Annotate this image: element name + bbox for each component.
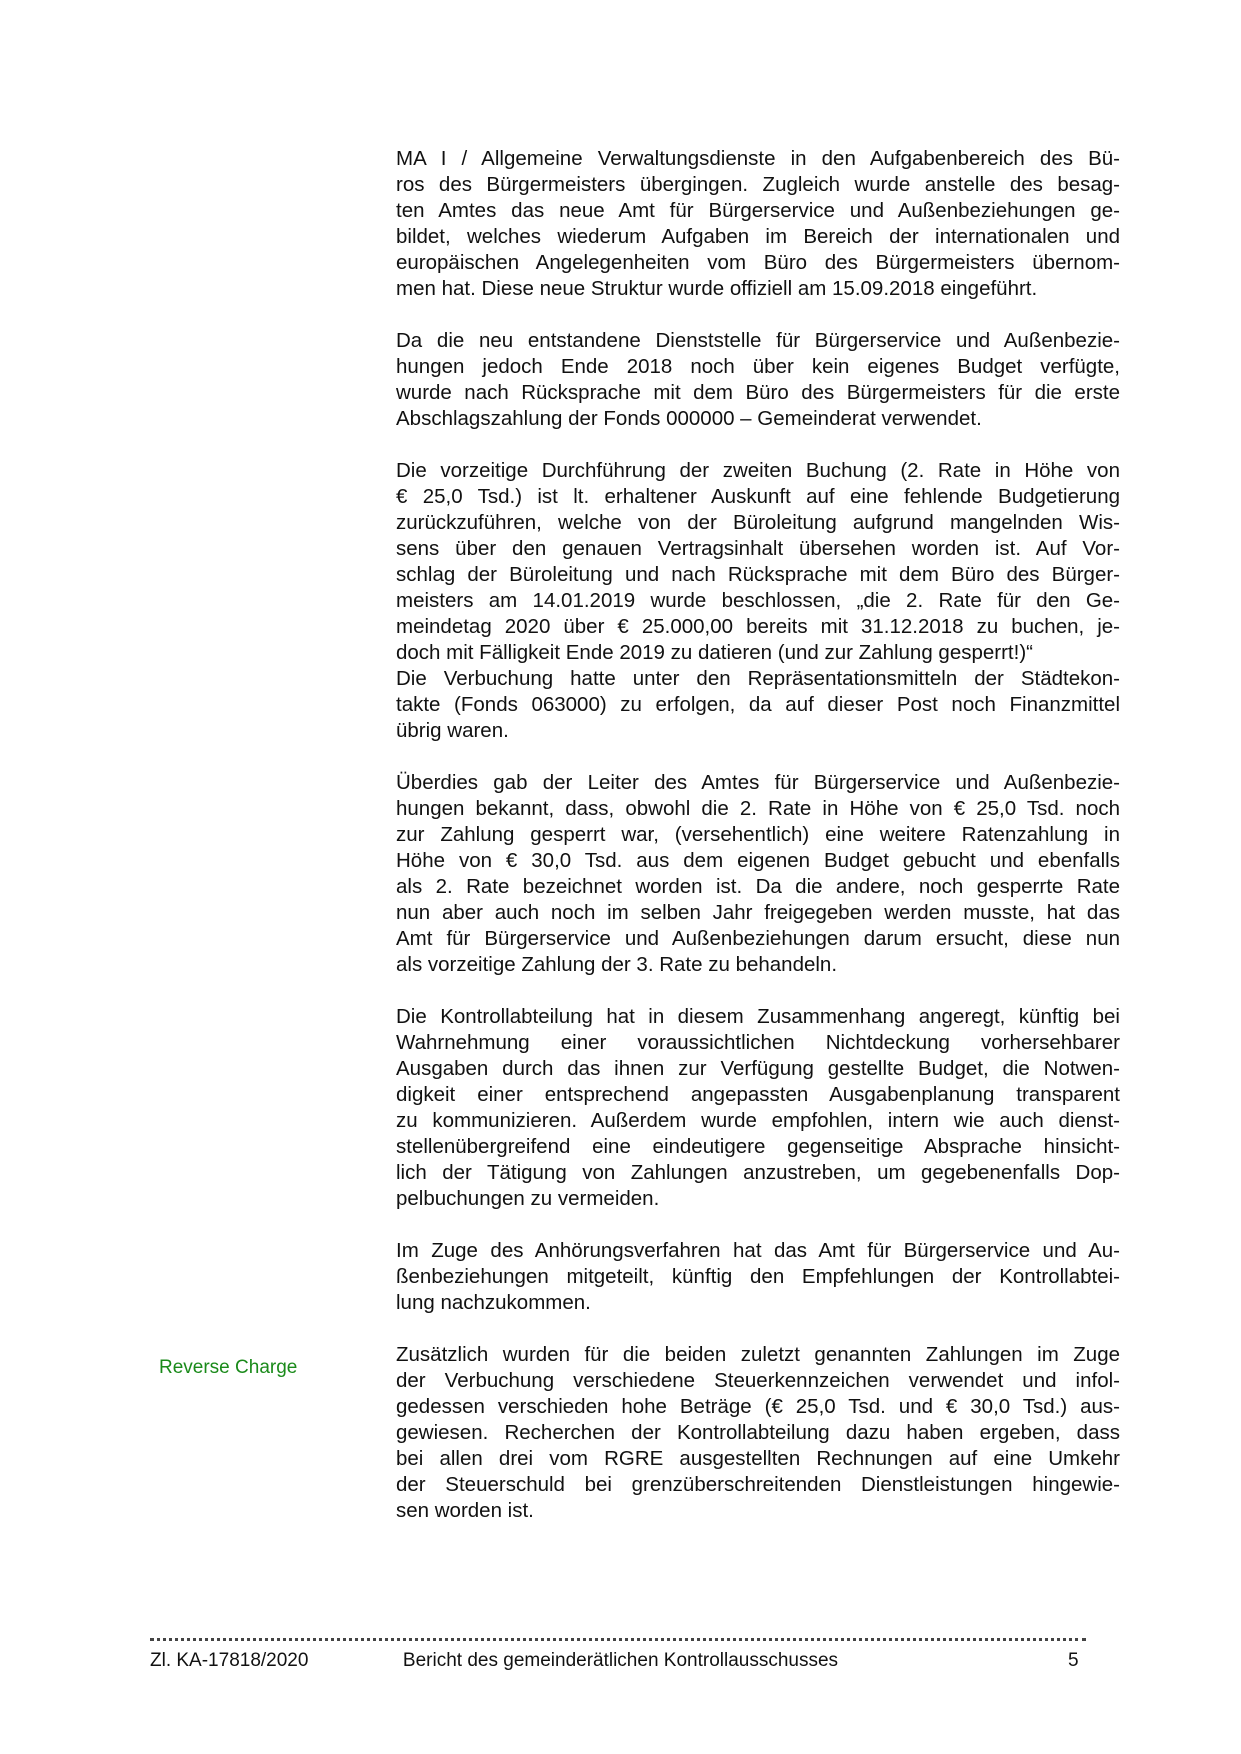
text-line: digkeit einer entsprechend angepassten Ausgabenplanung transparent	[396, 1083, 1120, 1106]
text-line: takte (Fonds 063000) zu erfolgen, da auf dieser Post noch Finanzmittel	[396, 693, 1120, 716]
text-line: bei allen drei vom RGRE ausgestellten Rechnungen auf eine Umkehr	[396, 1447, 1120, 1470]
paragraph	[396, 1342, 1120, 1524]
text-line: Wahrnehmung einer voraussichtlichen Nichtdeckung vorhersehbarer	[396, 1031, 1120, 1054]
text-line: europäischen Angelegenheiten vom Büro des Bürgermeisters übernom-	[396, 251, 1120, 274]
text-line: stellenübergreifend eine eindeutigere gegenseitige Absprache hinsicht-	[396, 1135, 1120, 1158]
text-line: € 25,0 Tsd.) ist lt. erhaltener Auskunft auf eine fehlende Budgetierung	[396, 485, 1120, 508]
text-line: Die Verbuchung hatte unter den Repräsentationsmitteln der Städtekon-	[396, 667, 1120, 690]
text-line: doch mit Fälligkeit Ende 2019 zu datieren (und zur Zahlung gesperrt!)“	[396, 641, 1033, 664]
text-line: Ausgaben durch das ihnen zur Verfügung gestellte Budget, die Notwen-	[396, 1057, 1120, 1080]
text-line: Höhe von € 30,0 Tsd. aus dem eigenen Budget gebucht und ebenfalls	[396, 849, 1120, 872]
text-line: zurückzuführen, welche von der Büroleitung aufgrund mangelnden Wis-	[396, 511, 1120, 534]
text-line: Überdies gab der Leiter des Amtes für Bürgerservice und Außenbezie-	[396, 771, 1120, 794]
text-line: pelbuchungen zu vermeiden.	[396, 1187, 660, 1210]
page-number: 5	[1068, 1650, 1079, 1671]
text-line: Da die neu entstandene Dienststelle für Bürgerservice und Außenbezie-	[396, 329, 1120, 352]
text-line: Amt für Bürgerservice und Außenbeziehungen darum ersucht, diese nun	[396, 927, 1120, 950]
text-line: Die vorzeitige Durchführung der zweiten Buchung (2. Rate in Höhe von	[396, 459, 1120, 482]
paragraph	[396, 458, 1120, 744]
footer-reference: Zl. KA-17818/2020	[150, 1650, 309, 1671]
text-line: hungen bekannt, dass, obwohl die 2. Rate in Höhe von € 25,0 Tsd. noch	[396, 797, 1120, 820]
text-line: Die Kontrollabteilung hat in diesem Zusammenhang angeregt, künftig bei	[396, 1005, 1120, 1028]
text-line: übrig waren.	[396, 719, 509, 742]
text-line: bildet, welches wiederum Aufgaben im Bereich der internationalen und	[396, 225, 1120, 248]
text-line: ßenbeziehungen mitgeteilt, künftig den Empfehlungen der Kontrollabtei-	[396, 1265, 1120, 1288]
text-line: sen worden ist.	[396, 1499, 534, 1522]
paragraph	[396, 1004, 1120, 1212]
text-line: lich der Tätigung von Zahlungen anzustreben, um gegebenenfalls Dop-	[396, 1161, 1120, 1184]
text-line: Zusätzlich wurden für die beiden zuletzt genannten Zahlungen im Zuge	[396, 1343, 1120, 1366]
margin-note-reverse-charge: Reverse Charge	[159, 1357, 298, 1378]
text-line: der Verbuchung verschiedene Steuerkennzeichen verwendet und infol-	[396, 1369, 1120, 1392]
paragraph	[396, 1238, 1120, 1316]
text-line: meisters am 14.01.2019 wurde beschlossen, „die 2. Rate für den Ge-	[396, 589, 1120, 612]
text-line: sens über den genauen Vertragsinhalt übersehen worden ist. Auf Vor-	[396, 537, 1120, 560]
text-line: schlag der Büroleitung und nach Rücksprache mit dem Büro des Bürger-	[396, 563, 1120, 586]
body-text	[396, 146, 1120, 1550]
text-line: als 2. Rate bezeichnet worden ist. Da die andere, noch gesperrte Rate	[396, 875, 1120, 898]
text-line: wurde nach Rücksprache mit dem Büro des Bürgermeisters für die erste	[396, 381, 1120, 404]
text-line: zur Zahlung gesperrt war, (versehentlich) eine weitere Ratenzahlung in	[396, 823, 1120, 846]
text-line: men hat. Diese neue Struktur wurde offiziell am 15.09.2018 eingeführt.	[396, 277, 1038, 300]
footer-title: Bericht des gemeinderätlichen Kontrollausschusses	[402, 1650, 839, 1671]
text-line: als vorzeitige Zahlung der 3. Rate zu behandeln.	[396, 953, 838, 976]
text-line: Im Zuge des Anhörungsverfahren hat das Amt für Bürgerservice und Au-	[396, 1239, 1120, 1262]
text-line: meindetag 2020 über € 25.000,00 bereits mit 31.12.2018 zu buchen, je-	[396, 615, 1120, 638]
text-line: der Steuerschuld bei grenzüberschreitenden Dienstleistungen hingewie-	[396, 1473, 1120, 1496]
text-line: ten Amtes das neue Amt für Bürgerservice und Außenbeziehungen ge-	[396, 199, 1120, 222]
text-line: ros des Bürgermeisters übergingen. Zugleich wurde anstelle des besag-	[396, 173, 1120, 196]
text-line: nun aber auch noch im selben Jahr freigegeben werden musste, hat das	[396, 901, 1120, 924]
text-line: Abschlagszahlung der Fonds 000000 – Gemeinderat verwendet.	[396, 407, 982, 430]
text-line: lung nachzukommen.	[396, 1291, 591, 1314]
text-line: gedessen verschieden hohe Beträge (€ 25,0 Tsd. und € 30,0 Tsd.) aus-	[396, 1395, 1120, 1418]
text-line: zu kommunizieren. Außerdem wurde empfohlen, intern wie auch dienst-	[396, 1109, 1120, 1132]
paragraph	[396, 328, 1120, 432]
text-line: hungen jedoch Ende 2018 noch über kein eigenes Budget verfügte,	[396, 355, 1120, 378]
text-line: gewiesen. Recherchen der Kontrollabteilung dazu haben ergeben, dass	[396, 1421, 1120, 1444]
paragraph	[396, 770, 1120, 978]
paragraph	[396, 146, 1120, 302]
footer-divider	[150, 1632, 1086, 1641]
text-line: MA I / Allgemeine Verwaltungsdienste in den Aufgabenbereich des Bü-	[396, 147, 1120, 170]
